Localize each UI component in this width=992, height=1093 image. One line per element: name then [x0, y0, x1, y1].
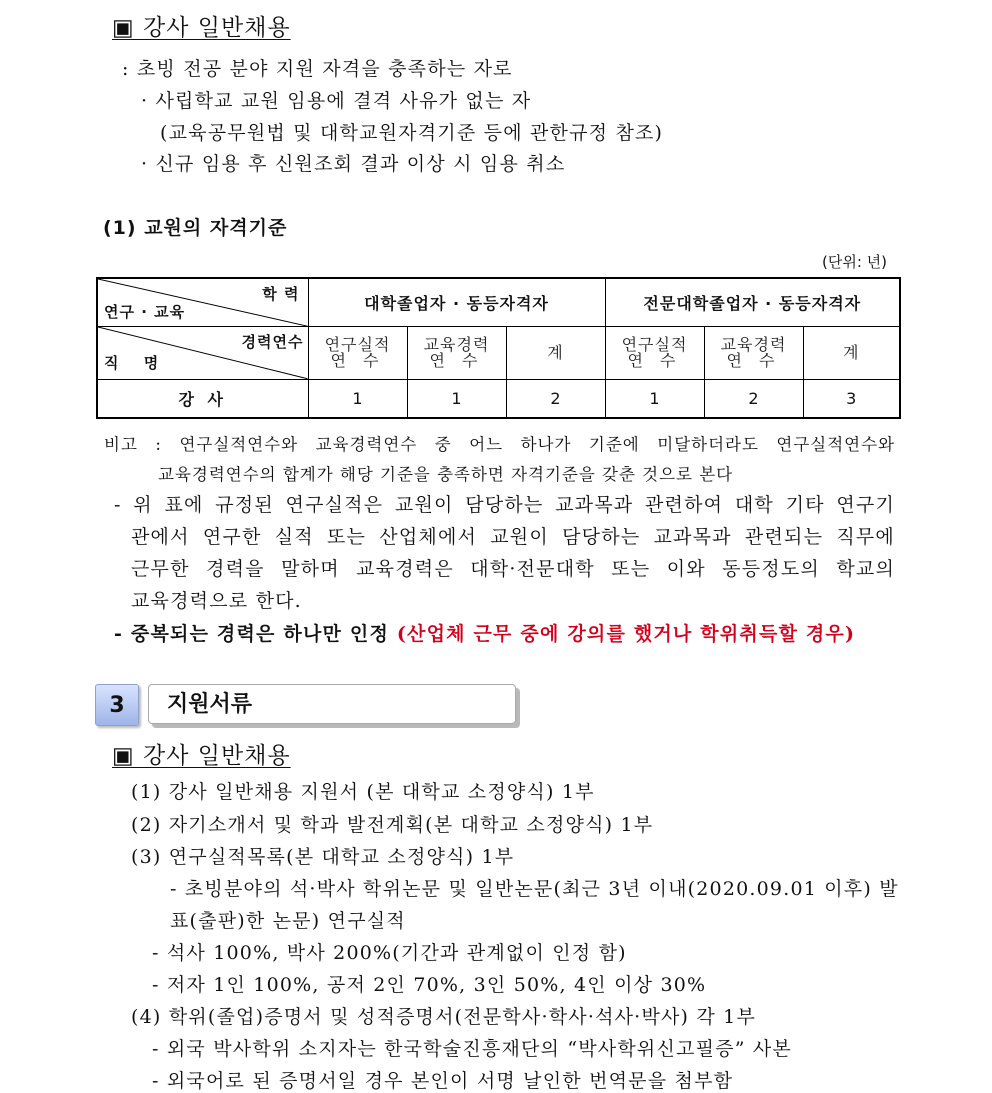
section-title-box: 지원서류 [148, 684, 516, 724]
table-cell: 1 [605, 379, 704, 418]
document-item: (3) 연구실적목록(본 대학교 소정양식) 1부 [131, 846, 515, 868]
table-cell: 1 [407, 379, 506, 418]
unit-label: (단위: 년) [822, 253, 887, 271]
bullet-item: · 사립학교 교원 임용에 결격 사유가 없는 자 [141, 90, 532, 112]
table-cell: 1 [308, 379, 407, 418]
col-label-line: 연구실적 [324, 335, 391, 355]
document-subitem: - 석사 100%, 박사 200%(기간과 관계없이 인정 함) [152, 942, 627, 964]
duplicate-career-text: - 중복되는 경력은 하나만 인정 [114, 623, 389, 645]
table-cell: 2 [704, 379, 803, 418]
remark-note: 교육경력연수의 합계가 해당 기준을 충족하면 자격기준을 갖춘 것으로 본다 [158, 465, 734, 484]
col-education-years [704, 327, 803, 380]
remark-paragraph: 근무한 경력을 말하며 교육경력은 대학·전문대학 또는 이와 동등정도의 학교의 [131, 558, 895, 580]
remark-note: 비고 : 연구실적연수와 교육경력연수 중 어느 하나가 기준에 미달하더라도 연구실적연수와 [104, 435, 895, 454]
corner-cell-bottom [97, 327, 308, 380]
group-header-college: 전문대학졸업자 · 동등자격자 [605, 278, 900, 327]
document-subitem: - 외국어로 된 증명서일 경우 본인이 서명 날인한 번역문을 첨부함 [152, 1070, 734, 1092]
intro-text: : 초빙 전공 분야 지원 자격을 충족하는 자로 [122, 58, 513, 80]
group-header-university: 대학졸업자 · 동등자격자 [308, 278, 605, 327]
row-label-lecturer: 강 사 [97, 379, 308, 418]
table-cell: 2 [506, 379, 605, 418]
corner-cell-top [97, 278, 308, 327]
document-subitem: 표(출판)한 논문) 연구실적 [170, 910, 406, 932]
col-label-line: 교육경력 [423, 335, 490, 355]
document-item: (2) 자기소개서 및 학과 발전계획(본 대학교 소정양식) 1부 [131, 814, 654, 836]
document-subitem: - 초빙분야의 석·박사 학위논문 및 일반논문(최근 3년 이내(2020.09.01 이후) 발 [170, 878, 899, 900]
section-number-badge: 3 [95, 684, 139, 726]
col-education-years [407, 327, 506, 380]
section-heading: ▣ 강사 일반채용 [112, 743, 291, 769]
col-research-years [308, 327, 407, 380]
col-label-line: 연구실적 [621, 335, 688, 355]
table-title: (1) 교원의 자격기준 [103, 217, 288, 239]
bullet-item: (교육공무원법 및 대학교원자격기준 등에 관한규정 참조) [160, 122, 664, 144]
corner-label-career-years: 경력연수 [241, 333, 304, 352]
corner-label-education: 학 력 [262, 285, 300, 303]
corner-label-position: 직 명 [104, 353, 169, 372]
document-subitem: - 외국 박사학위 소지자는 한국학술진흥재단의 “박사학위신고필증” 사본 [152, 1038, 792, 1060]
corner-label-research-education: 연구 · 교육 [104, 303, 186, 322]
col-label-line: 교육경력 [720, 335, 787, 355]
duplicate-career-note [114, 619, 855, 646]
col-label-line: 연 수 [726, 351, 781, 371]
remark-paragraph: 관에서 연구한 실적 또는 산업체에서 교원이 담당하는 교과목과 관련되는 직무에 [131, 526, 895, 548]
bullet-item: · 신규 임용 후 신원조회 결과 이상 시 임용 취소 [141, 153, 566, 175]
document-item: (1) 강사 일반채용 지원서 (본 대학교 소정양식) 1부 [131, 781, 595, 803]
duplicate-career-condition: (산업체 근무 중에 강의를 했거나 학위취득할 경우) [396, 623, 856, 645]
section-heading: ▣ 강사 일반채용 [112, 15, 291, 41]
table-cell: 3 [803, 379, 900, 418]
document-subitem: - 저자 1인 100%, 공저 2인 70%, 3인 50%, 4인 이상 30% [152, 974, 707, 996]
col-label-line: 연 수 [627, 351, 682, 371]
remark-paragraph: 교육경력으로 한다. [131, 590, 302, 612]
remark-paragraph: - 위 표에 규정된 연구실적은 교원이 담당하는 교과목과 관련하여 대학 기타 연구기 [114, 494, 895, 516]
col-label-line: 연 수 [330, 351, 385, 371]
document-item: (4) 학위(졸업)증명서 및 성적증명서(전문학사·학사·석사·박사) 각 1부 [131, 1006, 757, 1028]
col-label-line: 연 수 [429, 351, 484, 371]
qualification-table [96, 277, 901, 419]
col-research-years [605, 327, 704, 380]
col-total: 계 [803, 327, 900, 380]
col-total: 계 [506, 327, 605, 380]
